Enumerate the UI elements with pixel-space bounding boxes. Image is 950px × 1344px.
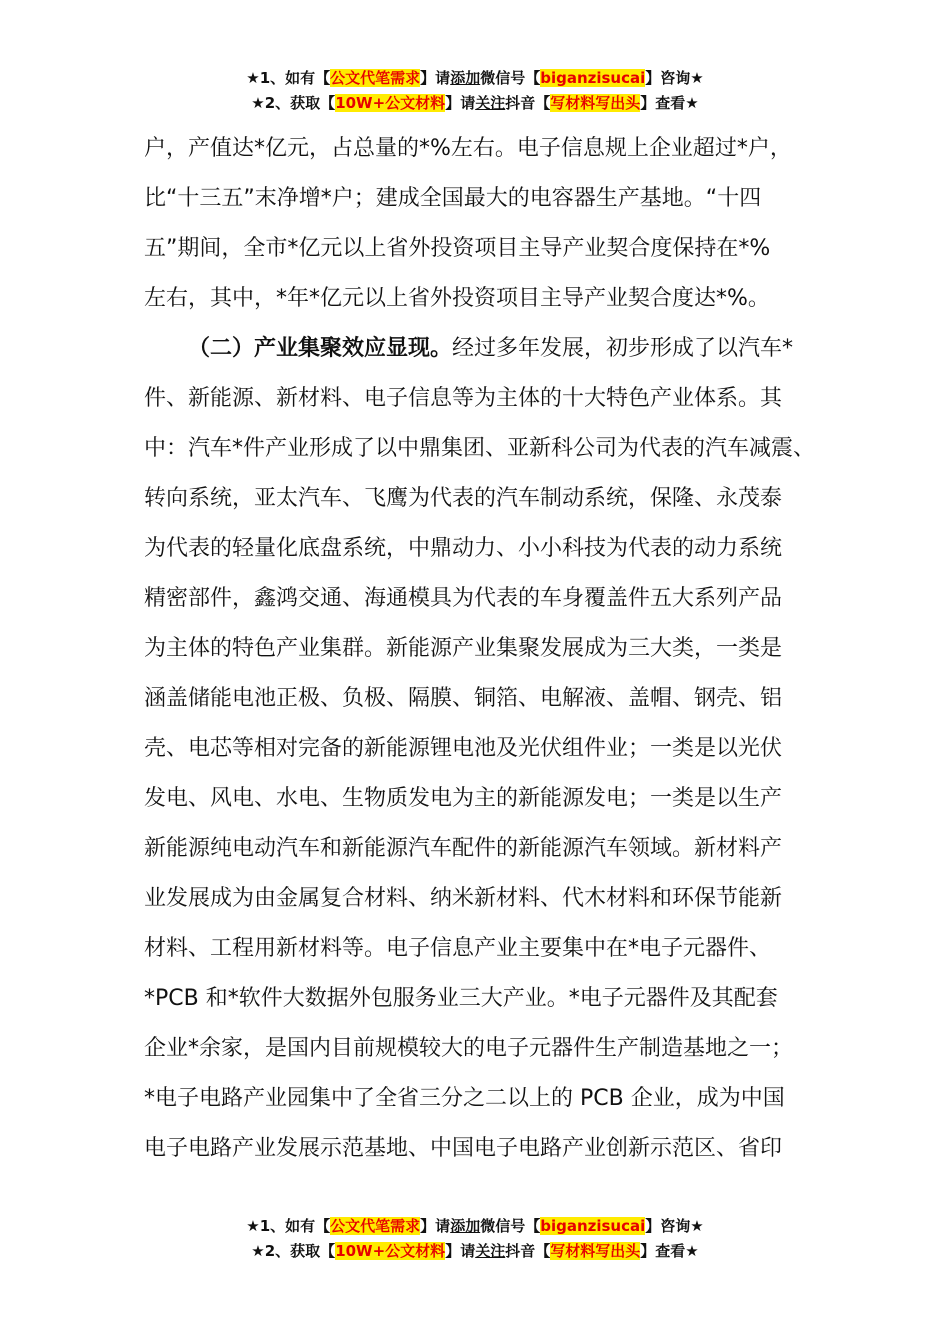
highlight-wechat-id: biganzisucai [540,1217,646,1235]
body-line: *PCB 和*软件大数据外包服务业三大产业。*电子元器件及其配套 [144,986,778,1011]
body-line: 发电、风电、水电、生物质发电为主的新能源发电；一类是以生产 [144,786,783,811]
body-line: 业发展成为由金属复合材料、纳米新材料、代木材料和环保节能新 [144,886,783,911]
section-heading: （二）产业集聚效应显现。 [188,336,453,361]
body-line: 比“十三五”末净增*户；建成全国最大的电容器生产基地。“十四 [144,186,762,211]
highlight-wechat-id: biganzisucai [540,69,646,87]
body-line: *电子电路产业园集中了全省三分之二以上的 PCB 企业，成为中国 [144,1086,785,1111]
body-line: 电子电路产业发展示范基地、中国电子电路产业创新示范区、省印 [144,1136,783,1161]
banner-line-1: ★1、如有【公文代笔需求】请添加微信号【biganzisucai】咨询★ [246,1217,704,1235]
header-banner [0,66,950,116]
body-line: 为主体的特色产业集群。新能源产业集聚发展成为三大类，一类是 [144,636,783,661]
banner-line-2: ★2、获取【10W+公文材料】请关注抖音【写材料写出头】查看★ [251,94,699,112]
body-line: 中：汽车*件产业形成了以中鼎集团、亚新科公司为代表的汽车减震、 [144,436,816,461]
highlight-materials: 10W+公文材料 [335,94,446,112]
highlight-douyin: 写材料写出头 [550,94,641,112]
highlight-materials: 10W+公文材料 [335,1242,446,1260]
highlight-service: 公文代笔需求 [330,69,421,87]
body-line: 企业*余家，是国内目前规模较大的电子元器件生产制造基地之一； [144,1036,794,1061]
body-line: 涵盖储能电池正极、负极、隔膜、铜箔、电解液、盖帽、钢壳、铝 [144,686,783,711]
banner-line-2: ★2、获取【10W+公文材料】请关注抖音【写材料写出头】查看★ [251,1242,699,1260]
footer-banner [0,1214,950,1264]
body-line: 件、新能源、新材料、电子信息等为主体的十大特色产业体系。其 [144,386,783,411]
highlight-douyin: 写材料写出头 [550,1242,641,1260]
body-line: 五”期间，全市*亿元以上省外投资项目主导产业契合度保持在*% [144,236,771,261]
body-line: 精密部件，鑫鸿交通、海通模具为代表的车身覆盖件五大系列产品 [144,586,783,611]
body-line: 材料、工程用新材料等。电子信息产业主要集中在*电子元器件、 [144,936,772,961]
body-line: 为代表的轻量化底盘系统，中鼎动力、小小科技为代表的动力系统 [144,536,783,561]
body-line: 转向系统，亚太汽车、飞鹰为代表的汽车制动系统，保隆、永茂泰 [144,486,783,511]
paragraph-2-first-line: （二）产业集聚效应显现。经过多年发展，初步形成了以汽车* [188,336,794,361]
banner-line-1: ★1、如有【公文代笔需求】请添加微信号【biganzisucai】咨询★ [246,69,704,87]
body-line: 左右，其中，*年*亿元以上省外投资项目主导产业契合度达*%。 [144,286,770,311]
document-body [144,124,824,1174]
body-line: 新能源纯电动汽车和新能源汽车配件的新能源汽车领域。新材料产 [144,836,783,861]
highlight-service: 公文代笔需求 [330,1217,421,1235]
body-line: 壳、电芯等相对完备的新能源锂电池及光伏组件业；一类是以光伏 [144,736,783,761]
body-line: 户，产值达*亿元，占总量的*%左右。电子信息规上企业超过*户， [144,136,792,161]
